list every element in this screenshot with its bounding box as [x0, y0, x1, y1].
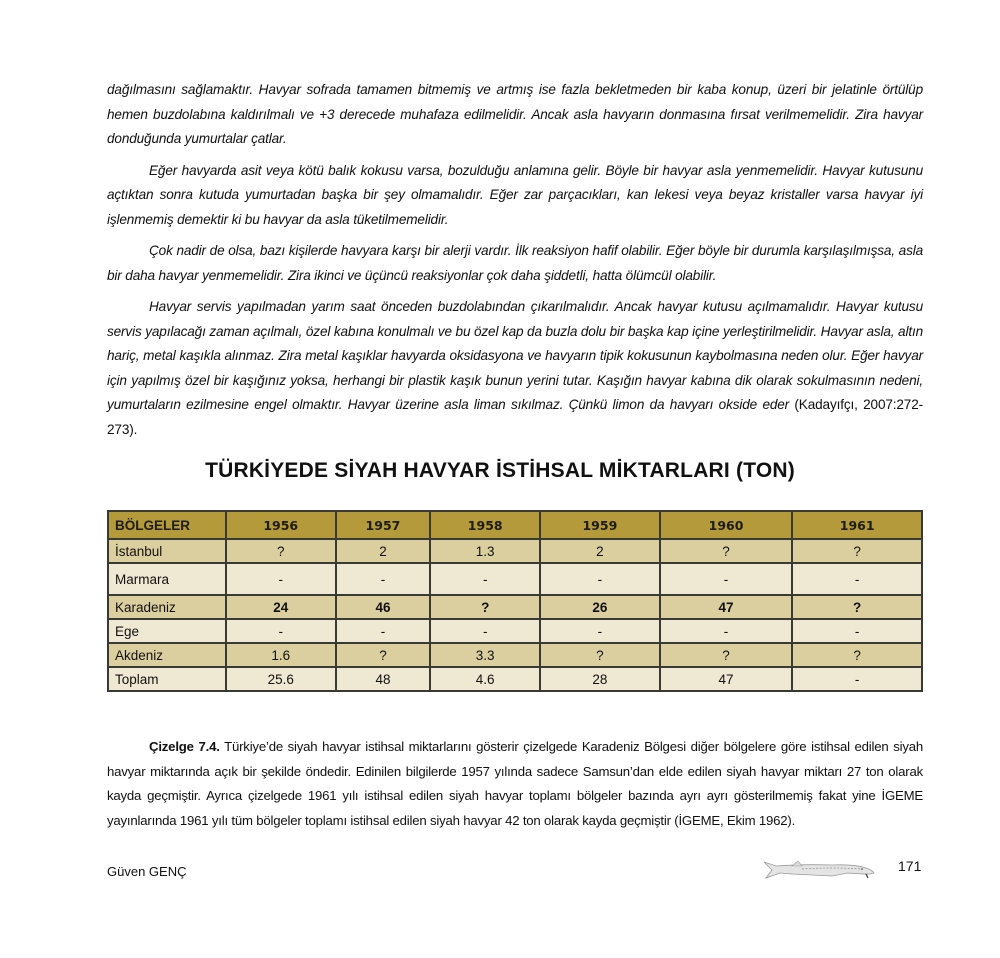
- footer-author: Güven GENÇ: [107, 864, 187, 879]
- value-cell: 1.6: [226, 643, 336, 667]
- paragraph-4: [107, 295, 923, 442]
- table-row-ege: [108, 619, 922, 643]
- value-cell: 26: [540, 595, 660, 619]
- paragraph-1: dağılmasını sağlamaktır. Havyar sofrada tamamen bitmemiş ve artmış ise fazla bekletmeden bir kaba konup, üzeri bir jelatinle örtülüp hemen buzdolabına kaldırılmalı ve +3 derecede muhafaza edilmelidir. Ancak asla havyarın donmasına fırsat verilmemelidir. Zira havyar donduğunda yumurtalar çatlar.: [107, 82, 923, 146]
- value-cell: 47: [660, 667, 793, 691]
- caption-label: Çizelge 7.4.: [149, 739, 220, 755]
- value-cell: 46: [336, 595, 431, 619]
- paragraph-4-text: Havyar servis yapılmadan yarım saat önceden buzdolabından çıkarılmalıdır. Ancak havyar kutusu açılmamalıdır. Havyar kutusu servis yapılacağı zaman açılmalı, özel kabına konulmalı ve bu özel kap da buzla dolu bir başka kap içine yerleştirilmelidir. Havyar asla, altın hariç, metal kaşıkla alınmaz. Zira metal kaşıklar havyarda oksidasyona ve havyarın tipik kokusunun kaybolmasına neden olur. Eğer havyar için yapılmış özel bir kaşığınız yoksa, herhangi bir plastik kaşık bunun yerini tutar. Kaşığın havyar kabına dik olarak sokulmasının nedeni, yumurtaların ezilmesine engel olmaktır. Havyar üzerine asla liman sıkılmaz. Çünkü limon da havyarı okside eder: [107, 299, 923, 412]
- paragraph-2: Eğer havyarda asit veya kötü balık kokusu varsa, bozulduğu anlamına gelir. Böyle bir havyar asla yenmemelidir. Havyar kutusunu açtıktan sonra kutuda yumurtadan başka bir şey olmamalıdır. Eğer zar parçacıkları, kan lekesi veya beyaz kristaller varsa havyar iyi işlenmemiş demektir ki bu havyar da asla tüketilmemelidir.: [107, 162, 923, 227]
- table-header-row: [108, 511, 922, 539]
- value-cell: -: [792, 619, 922, 643]
- region-cell: Toplam: [108, 667, 226, 691]
- value-cell: 25.6: [226, 667, 336, 691]
- table-caption: [107, 735, 923, 833]
- value-cell: -: [540, 619, 660, 643]
- value-cell: 2: [540, 539, 660, 563]
- value-cell: 28: [540, 667, 660, 691]
- value-cell: -: [540, 563, 660, 595]
- table-row-karadeniz: [108, 595, 922, 619]
- region-cell: İstanbul: [108, 539, 226, 563]
- value-cell: -: [430, 563, 540, 595]
- value-cell: ?: [540, 643, 660, 667]
- paragraph-3: Çok nadir de olsa, bazı kişilerde havyara karşı bir alerji vardır. İlk reaksiyon hafif olabilir. Eğer böyle bir durumla karşılaşılmışsa, asla bir daha havyar yenmemelidir. Zira ikinci ve üçüncü reaksiyonlar çok daha şiddetli, hatta ölümcül olabilir.: [107, 243, 923, 283]
- header-year: 1961: [792, 511, 922, 539]
- value-cell: -: [660, 619, 793, 643]
- value-cell: -: [226, 563, 336, 595]
- region-cell: Ege: [108, 619, 226, 643]
- citation: (Kadayıfçı, 2007:272-273).: [107, 397, 923, 437]
- value-cell: -: [792, 667, 922, 691]
- value-cell: ?: [430, 595, 540, 619]
- header-year: 1958: [430, 511, 540, 539]
- value-cell: 1.3: [430, 539, 540, 563]
- table-title: TÜRKİYEDE SİYAH HAVYAR İSTİHSAL MİKTARLARI (TON): [205, 459, 795, 482]
- value-cell: 47: [660, 595, 793, 619]
- table-row-akdeniz: [108, 643, 922, 667]
- page-number: 171: [898, 858, 922, 874]
- value-cell: ?: [792, 595, 922, 619]
- value-cell: 3.3: [430, 643, 540, 667]
- region-cell: Marmara: [108, 563, 226, 595]
- value-cell: ?: [660, 539, 793, 563]
- value-cell: -: [226, 619, 336, 643]
- table-row-toplam: [108, 667, 922, 691]
- value-cell: -: [336, 619, 431, 643]
- value-cell: -: [430, 619, 540, 643]
- value-cell: 4.6: [430, 667, 540, 691]
- value-cell: 2: [336, 539, 431, 563]
- value-cell: -: [792, 563, 922, 595]
- header-year: 1957: [336, 511, 431, 539]
- value-cell: ?: [226, 539, 336, 563]
- value-cell: ?: [792, 643, 922, 667]
- body-text: [107, 78, 923, 449]
- value-cell: ?: [336, 643, 431, 667]
- value-cell: 48: [336, 667, 431, 691]
- caption-text: Türkiye’de siyah havyar istihsal miktarlarını gösterir çizelgede Karadeniz Bölgesi diğer bölgelere göre istihsal edilen siyah havyar miktarında açık bir şekilde öndedir. Edinilen bilgilerde 1957 yılında sadece Samsun’dan elde edilen siyah havyar miktarı 27 ton olarak kayda geçmiştir. Ayrıca çizelgede 1961 yılı istihsal edilen siyah havyar toplamı bölgeler bazında ayrı ayrı gösterilmemiş fakat yine İGEME yayınlarında 1961 yılı tüm bölgeler toplamı istihsal edilen siyah havyar 42 ton olarak kayda geçmiştir (İGEME, Ekim 1962).: [107, 739, 923, 828]
- header-year: 1956: [226, 511, 336, 539]
- value-cell: ?: [792, 539, 922, 563]
- table-row-marmara: [108, 563, 922, 595]
- region-cell: Akdeniz: [108, 643, 226, 667]
- header-year: 1959: [540, 511, 660, 539]
- value-cell: 24: [226, 595, 336, 619]
- caviar-production-table: [107, 510, 923, 692]
- value-cell: ?: [660, 643, 793, 667]
- region-cell: Karadeniz: [108, 595, 226, 619]
- value-cell: -: [336, 563, 431, 595]
- header-year: 1960: [660, 511, 793, 539]
- value-cell: -: [660, 563, 793, 595]
- header-regions: BÖLGELER: [108, 511, 226, 539]
- table-row-istanbul: [108, 539, 922, 563]
- sturgeon-fish-icon: [762, 856, 878, 880]
